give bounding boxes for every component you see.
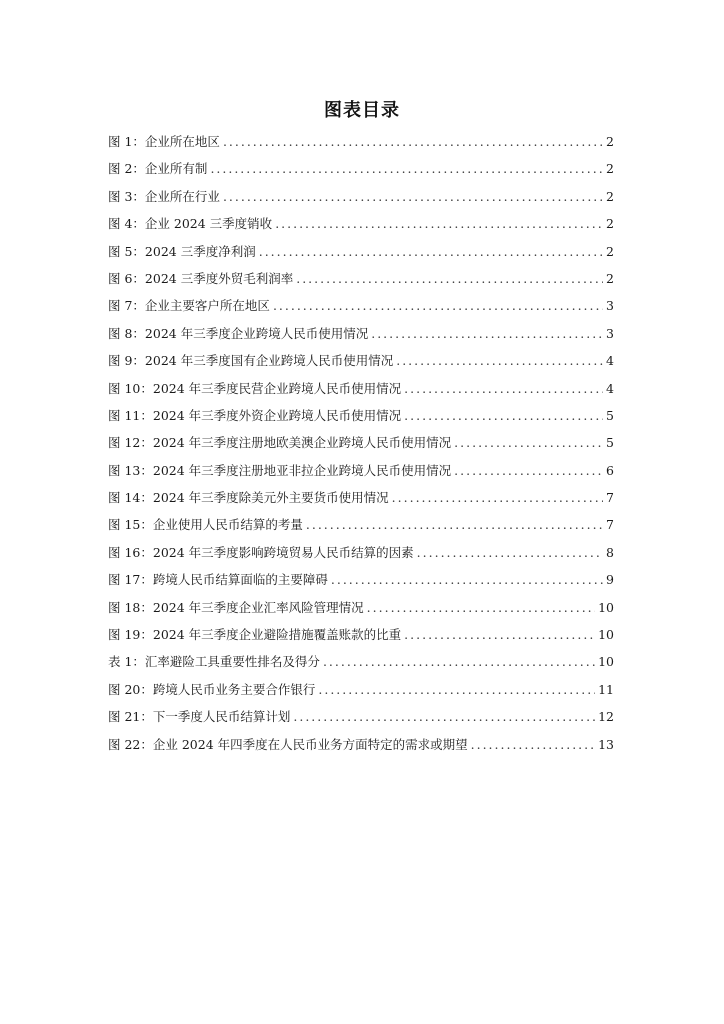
toc-entry[interactable] <box>108 429 614 456</box>
toc-entry-label: 图 21：下一季度人民币结算计划 <box>108 709 291 725</box>
toc-entry-label: 图 1：企业所在地区 <box>108 134 220 149</box>
dot-leader <box>454 429 603 456</box>
toc-entry-page-number: 12 <box>598 709 614 725</box>
toc-entry[interactable] <box>108 155 614 182</box>
dot-leader <box>367 594 595 621</box>
toc-entry-page-number: 13 <box>598 736 614 752</box>
toc-entry-label: 图 7：企业主要客户所在地区 <box>108 298 270 314</box>
dot-leader <box>318 676 595 703</box>
toc-entry-page-number: 5 <box>606 407 614 423</box>
dot-leader <box>396 347 603 374</box>
dot-leader <box>296 265 603 292</box>
dot-leader <box>210 155 603 182</box>
dot-leader <box>275 210 603 237</box>
toc-entry-page-number: 2 <box>606 134 614 149</box>
dot-leader <box>331 566 603 593</box>
toc-entry[interactable] <box>108 484 614 511</box>
toc-entry-label: 图 5：2024 三季度净利润 <box>108 243 256 259</box>
toc-entry-page-number: 8 <box>606 544 614 560</box>
dot-leader <box>417 539 603 566</box>
toc-entry-label: 图 9：2024 年三季度国有企业跨境人民币使用情况 <box>108 353 394 369</box>
dot-leader <box>223 183 603 210</box>
toc-entry[interactable] <box>108 511 614 538</box>
toc-entry-label: 图 14：2024 年三季度除美元外主要货币使用情况 <box>108 490 389 506</box>
toc-entry[interactable] <box>108 457 614 484</box>
toc-entry-label: 图 18：2024 年三季度企业汇率风险管理情况 <box>108 599 364 615</box>
dot-leader <box>293 703 595 730</box>
toc-entry-label: 图 10：2024 年三季度民营企业跨境人民币使用情况 <box>108 380 402 396</box>
toc-entry-label: 图 17：跨境人民币结算面临的主要障碍 <box>108 572 328 588</box>
toc-entry[interactable] <box>108 347 614 374</box>
toc-entry-label: 图 6：2024 三季度外贸毛利润率 <box>108 270 294 286</box>
toc-entry-page-number: 3 <box>606 298 614 314</box>
toc-entry-label: 图 2：企业所有制 <box>108 161 208 177</box>
toc-entry[interactable] <box>108 292 614 319</box>
dot-leader <box>471 731 595 758</box>
dot-leader <box>404 621 595 648</box>
dot-leader <box>306 511 603 538</box>
dot-leader <box>404 375 603 402</box>
toc-entry-label: 图 13：2024 年三季度注册地亚非拉企业跨境人民币使用情况 <box>108 462 452 478</box>
dot-leader <box>371 320 603 347</box>
toc-entry[interactable] <box>108 375 614 402</box>
page-title: 图表目录 <box>324 100 400 121</box>
toc-entry-page-number: 11 <box>598 681 614 697</box>
toc-entry-label: 图 16：2024 年三季度影响跨境贸易人民币结算的因素 <box>108 544 414 560</box>
toc-entry-page-number: 2 <box>606 161 614 177</box>
dot-leader <box>454 457 603 484</box>
dot-leader <box>223 128 603 155</box>
toc-entry[interactable] <box>108 539 614 566</box>
toc-entry-page-number: 2 <box>606 188 614 204</box>
toc-entry-page-number: 4 <box>606 380 614 396</box>
toc-entry-label: 图 11：2024 年三季度外资企业跨境人民币使用情况 <box>108 407 402 423</box>
toc-entry-page-number: 6 <box>606 462 614 478</box>
toc-entry[interactable] <box>108 676 614 703</box>
toc-entry-label: 表 1：汇率避险工具重要性排名及得分 <box>108 654 320 670</box>
toc-entry-page-number: 2 <box>606 216 614 232</box>
toc-entry[interactable] <box>108 594 614 621</box>
toc-entry-page-number: 2 <box>606 270 614 286</box>
toc-entry-label: 图 19：2024 年三季度企业避险措施覆盖账款的比重 <box>108 627 402 643</box>
dot-leader <box>259 238 603 265</box>
table-of-figures <box>108 128 614 758</box>
toc-entry[interactable] <box>108 703 614 730</box>
toc-entry-page-number: 2 <box>606 243 614 259</box>
dot-leader <box>323 648 595 675</box>
toc-entry-page-number: 9 <box>606 572 614 588</box>
toc-entry-label: 图 12：2024 年三季度注册地欧美澳企业跨境人民币使用情况 <box>108 435 452 451</box>
toc-entry[interactable] <box>108 402 614 429</box>
toc-entry[interactable] <box>108 238 614 265</box>
toc-entry[interactable] <box>108 320 614 347</box>
toc-entry[interactable] <box>108 128 614 155</box>
toc-entry[interactable] <box>108 265 614 292</box>
toc-entry[interactable] <box>108 183 614 210</box>
toc-entry-page-number: 7 <box>606 517 614 533</box>
toc-entry-label: 图 4：企业 2024 三季度销收 <box>108 216 273 232</box>
toc-entry-page-number: 10 <box>598 654 614 670</box>
dot-leader <box>404 402 603 429</box>
toc-entry-label: 图 15：企业使用人民币结算的考量 <box>108 517 303 533</box>
toc-entry-page-number: 3 <box>606 325 614 341</box>
dot-leader <box>392 484 603 511</box>
toc-entry[interactable] <box>108 648 614 675</box>
toc-entry-page-number: 10 <box>598 599 614 615</box>
toc-entry-page-number: 10 <box>598 627 614 643</box>
toc-entry-label: 图 8：2024 年三季度企业跨境人民币使用情况 <box>108 325 369 341</box>
toc-entry[interactable] <box>108 621 614 648</box>
toc-entry-label: 图 22：企业 2024 年四季度在人民币业务方面特定的需求或期望 <box>108 736 468 752</box>
toc-entry-page-number: 7 <box>606 490 614 506</box>
toc-entry[interactable] <box>108 731 614 758</box>
toc-entry-label: 图 3：企业所在行业 <box>108 188 220 204</box>
toc-entry-label: 图 20：跨境人民币业务主要合作银行 <box>108 681 316 697</box>
toc-entry[interactable] <box>108 566 614 593</box>
dot-leader <box>273 292 603 319</box>
toc-entry-page-number: 5 <box>606 435 614 451</box>
toc-entry-page-number: 4 <box>606 353 614 369</box>
toc-entry[interactable] <box>108 210 614 237</box>
